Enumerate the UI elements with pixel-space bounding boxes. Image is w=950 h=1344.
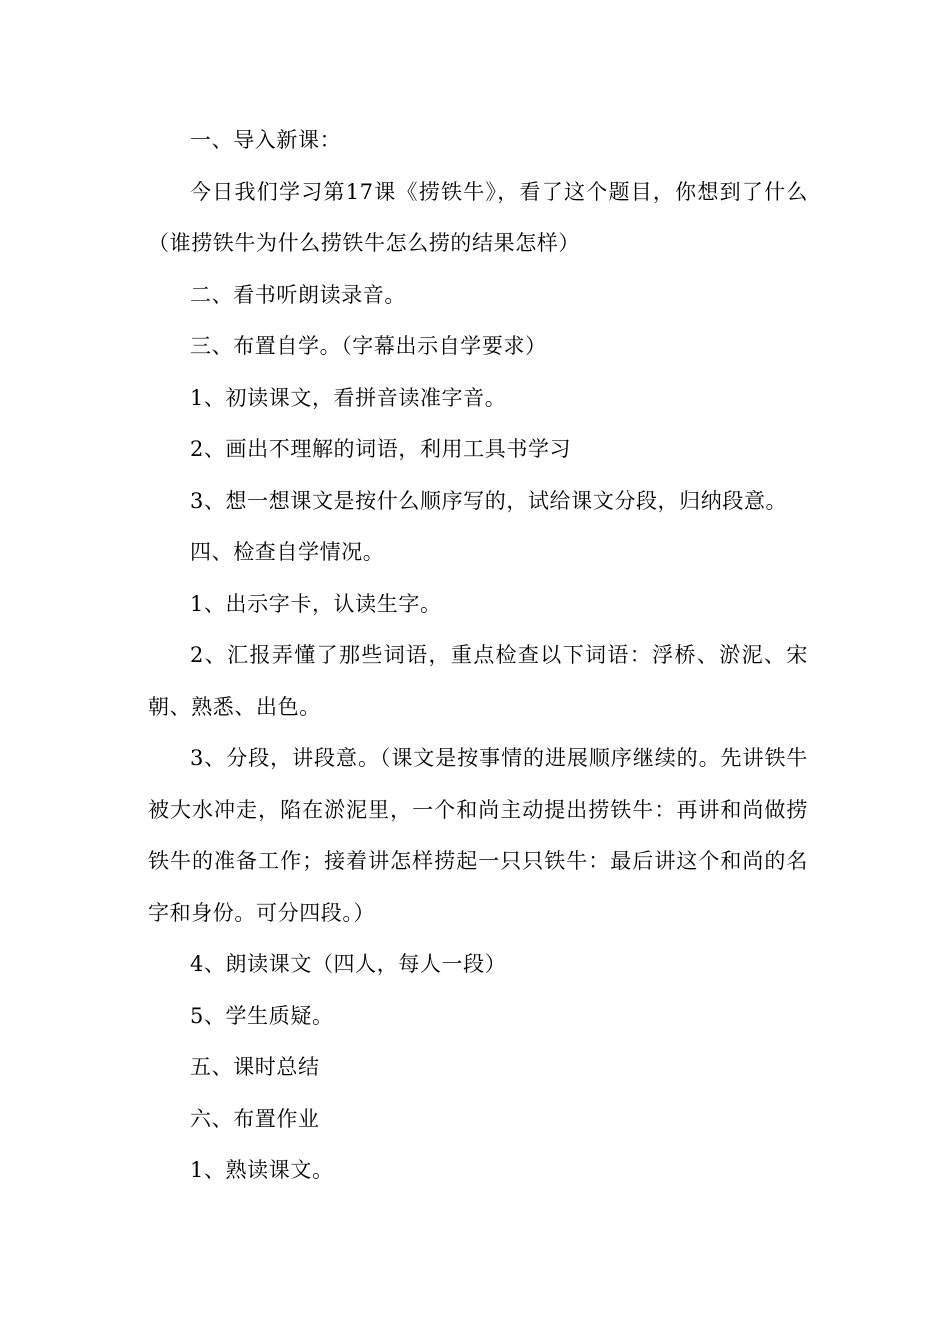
list-item-check-2: 2、汇报弄懂了那些词语，重点检查以下词语：浮桥、淤泥、宋朝、熟悉、出色。 — [148, 643, 808, 719]
list-item-homework-1: 1、熟读课文。 — [190, 1158, 334, 1182]
document-body — [148, 115, 808, 1197]
heading-homework: 六、布置作业 — [190, 1106, 320, 1131]
heading-check: 四、检查自学情况。 — [190, 540, 385, 564]
list-item-study-3: 3、想一想课文是按什么顺序写的，试给课文分段，归纳段意。 — [190, 488, 788, 513]
list-item-check-1: 1、出示字卡，认读生字。 — [190, 591, 442, 616]
paragraph-intro-question: 今日我们学习第17课《捞铁牛》，看了这个题目，你想到了什么（谁捞铁牛为什么捞铁牛怎么捞的结果怎样） — [148, 179, 808, 255]
heading-summary: 五、课时总结 — [190, 1055, 320, 1079]
heading-self-study: 三、布置自学。（字幕出示自学要求） — [190, 334, 547, 358]
heading-intro: 一、导入新课： — [190, 128, 342, 152]
list-item-check-4: 4、朗读课文（四人，每人一段） — [190, 952, 507, 976]
heading-listen: 二、看书听朗读录音。 — [190, 282, 406, 307]
list-item-check-3: 3、分段，讲段意。（课文是按事情的进展顺序继续的。先讲铁牛被大水冲走，陷在淤泥里，一个和尚主动提出捞铁牛：再讲和尚做捞铁牛的准备工作；接着讲怎样捞起一只只铁牛：最后讲这个和尚的名字和身份。可分四段。） — [148, 746, 808, 925]
list-item-check-5: 5、学生质疑。 — [190, 1003, 334, 1028]
list-item-study-1: 1、初读课文，看拼音读准字音。 — [190, 385, 507, 410]
list-item-study-2: 2、画出不理解的词语，利用工具书学习 — [190, 437, 572, 461]
